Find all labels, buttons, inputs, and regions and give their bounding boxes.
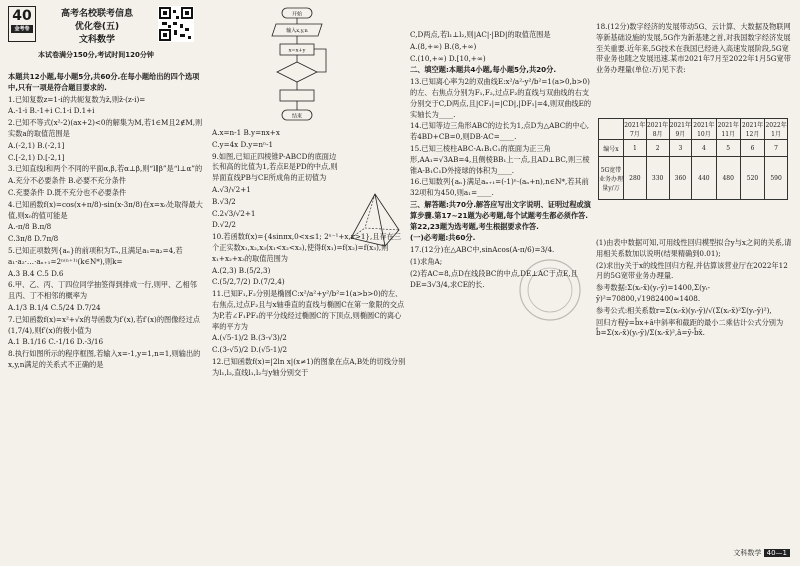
exam-note: 本试卷满分150分,考试时间120分钟 [38, 51, 154, 59]
question-11-options-cd: C.(3-√5)/2 D.(√5-1)/2 [212, 345, 288, 355]
column-2 [212, 128, 408, 380]
question-3-options-ab: A.充分不必要条件 B.必要不充分条件 [8, 176, 126, 186]
question-8-options-ab: A.x=n-1 B.y=nx+x [212, 128, 280, 137]
watermark-stamp-icon [515, 255, 585, 325]
table-row [599, 157, 788, 200]
section-2-instructions: 二、填空题:本题共4小题,每小题5分,共20分. [410, 65, 557, 75]
required-section-label: (一)必考题:共60分. [410, 233, 476, 243]
table-cell: 1 [624, 140, 647, 157]
table-cell: 280 [624, 157, 647, 200]
table-row-label: 5G宽带业务办理量y/万 [599, 157, 624, 200]
question-1-options: A.-1-i B.-1+i C.1-i D.1+i [8, 106, 95, 116]
title-line-3: 文科数学 [78, 35, 115, 45]
question-10-options-cd: C.(5/2,7/2) D.(7/2,4) [212, 277, 285, 287]
table-row-label: 编号x [599, 140, 624, 157]
question-17-part-2: (2)若AC=8,点D在线段BC的中点,DE⊥AC于点E,且DE=3√3/4,求CE的长. [410, 268, 578, 289]
page-footer [733, 548, 790, 558]
question-4-options-ab: A.-π/8 B.π/8 [8, 222, 52, 232]
question-2: 2.已知不等式(x²-2)(ax+2)<0的解集为M,若1∈M且2∉M,则实数a的取值范围是 [8, 118, 203, 138]
reference-formula-r: 参考公式:相关系数r=Σ(xᵢ-x̄)(yᵢ-ȳ)/√(Σ(xᵢ-x̄)²Σ(yᵢ-ȳ)²), [596, 305, 772, 315]
reference-data: 参考数据:Σ(xᵢ-x̄)(yᵢ-ȳ)=1400,Σ(yᵢ-ȳ)²=70800,√1982400≈1408. [596, 283, 710, 303]
data-table [598, 118, 788, 200]
question-15: 15.已知三棱柱ABC-A₁B₁C₁的底面为正三角形,AA₁=√3AB=4,且侧棱BB₁上一点,且AD⊥BC,则三棱锥A-B₁C₁D外接球的体积为____. [410, 143, 590, 175]
question-9-option-b: B.√3/2 [212, 196, 236, 206]
flow-step-label: x=x+y [288, 47, 306, 54]
question-12-options-cd: C.(10,+∞) D.[10,+∞) [410, 53, 486, 63]
question-10-options-ab: A.(2,3) B.(5/2,3) [212, 265, 271, 275]
question-18-part-1: (1)由表中数据可知,可用线性回归模型拟合y与x之间的关系,请用相关系数加以说明(结果精确到0.01); [596, 238, 792, 258]
question-11: 11.已知F₁,F₂分别是椭圆C:x²/a²+y²/b²=1(a>b>0)的左、右焦点,过点F₂且与x轴垂直的直线与椭圆C在第一象限的交点为P,若∠F₁PF₂的平分线经过椭圆C的下顶点,则椭圆C的离心率的平方为 [212, 289, 405, 331]
question-8: 8.执行如图所示的程序框图,若输入x=-1,y=1,n=1,则输出的x,y,n满足的关系式不正确的是 [8, 349, 201, 369]
table-cell: 330 [646, 157, 669, 200]
exam-title [42, 8, 152, 47]
question-12: 12.已知函数f(x)=|2ln x|(x≠1)的图象在点A,B处的切线分别为l₁,l₂,直线l₁,l₂与y轴分别交于 [212, 356, 406, 377]
question-11-options-ab: A.(√5-1)/2 B.(3-√3)/2 [212, 333, 287, 343]
column-4-lower [596, 238, 794, 340]
column-1 [8, 72, 204, 372]
table-header-cell: 2022年1月 [765, 119, 788, 140]
question-2-options-cd: C.[-2,1) D.[-2,1] [8, 152, 65, 162]
question-18: 18.(12分)数字经济的发展带动5G、云计算、大数据及物联网等新基础设施的发展,5G作为新基建之首,对我国数字经济发展至关重要.近年来,5G技术在我国已经进入高速发展阶段,5G宽带业务也随之发展迅速.某市2021年7月至2022年1月5G宽带业务办理量(单位:万)见下表: [596, 22, 791, 75]
table-row [599, 140, 788, 157]
table-cell: 520 [740, 157, 764, 200]
question-7: 7.已知函数f(x)=x²+√x的导函数为f′(x),若f′(x)的图像经过点(1,7/4),则f′(x)的极小值为 [8, 314, 200, 335]
question-6: 6.甲、乙、丙、丁四位同学抽签得到排成一行,则甲、乙相邻且丙、丁不相邻的概率为 [8, 280, 197, 301]
question-5-options: A.3 B.4 C.5 D.6 [8, 268, 64, 278]
question-3: 3.已知直线l和两个不同的平面α,β,若α⊥β,则“l∥β”是“l⊥α”的 [8, 164, 203, 174]
table-cell: 3 [669, 140, 692, 157]
table-row [599, 119, 788, 140]
question-6-options: A.1/3 B.1/4 C.5/24 D.7/24 [8, 302, 101, 312]
badge-number: 40 [12, 8, 32, 24]
question-2-options-ab: A.(-2,1) B.(-2,1] [8, 140, 65, 150]
question-1: 1.已知复数z=1-i的共轭复数为z̄,则z̄·(z-i)= [8, 94, 146, 104]
table-header-cell: 2021年9月 [669, 119, 692, 140]
question-5: 5.已知正项数列{aₙ}的前项积为Tₙ,且满足a₁=a₂=4,若a₁·a₂·…·aₙ₊₁=2ⁿ⁽ⁿ⁺¹⁾(k∈N*),则k= [8, 245, 183, 266]
question-9-option-d: D.√2/2 [212, 220, 236, 230]
footer-subject: 文科数学 [733, 549, 762, 557]
question-7-options: A.1 B.1/16 C.-1/16 D.-3/16 [8, 337, 104, 347]
table-cell: 5 [716, 140, 740, 157]
question-17-part-1: (1)求角A; [410, 256, 443, 266]
badge-subtitle: 金考卷 [11, 25, 33, 33]
table-cell: 2 [646, 140, 669, 157]
pyramid-diagram [345, 190, 405, 250]
table-corner-cell [599, 119, 624, 140]
table-cell: 480 [716, 157, 740, 200]
question-8-options-cd: C.y=4x D.y=nⁿ-1 [212, 139, 274, 149]
question-9-option-a: A.√3/√2+1 [212, 184, 251, 194]
flow-start-label: 开始 [291, 11, 303, 18]
flow-input-label: 输入x,y,n [286, 28, 308, 34]
question-18-part-2: (2)求出y关于x的线性回归方程,并估算该营业厅在2022年12月的5G宽带业务办理量. [596, 260, 788, 281]
table-cell: 440 [692, 157, 716, 200]
table-cell: 6 [740, 140, 764, 157]
question-9: 9.如图,已知正四棱锥P-ABCD的底面边长和高的比值为1,若点E是PD的中点,则异面直线PB与CE所成角的正切值为 [212, 151, 338, 183]
title-line-1: 高考名校联考信息 [60, 9, 133, 19]
question-12-cont: C,D两点,若l₁⊥l₂,则|AC|·|BD|的取值范围是 [410, 30, 551, 39]
section-1-instructions: 本题共12小题,每小题5分,共60分.在每小题给出的四个选项中,只有一项是符合题目要求的. [8, 72, 200, 92]
column-4 [596, 22, 794, 77]
footer-page-number: 40—1 [764, 549, 790, 557]
exam-header [8, 6, 204, 68]
table-header-cell: 2021年8月 [646, 119, 669, 140]
column-3 [410, 30, 594, 291]
question-13: 13.已知离心率为2的双曲线E:x²/a²-y²/b²=1(a>0,b>0)的左、右焦点分别为F₁,F₂,过点F₂的直线与双曲线的右支分别交于C,D两点,且|CF₁|=|CD|,|DF₁|=4,则双曲线E的实轴长为____. [410, 77, 592, 119]
table-header-cell: 2021年10月 [692, 119, 716, 140]
question-14: 14.已知等边三角形ABC的边长为1,点D为△ABC的中心,若4BD+CB=0,则DB·AC=____. [410, 121, 590, 142]
table-cell: 4 [692, 140, 716, 157]
table-header-cell: 2021年7月 [624, 119, 647, 140]
table-header-cell: 2021年12月 [740, 119, 764, 140]
series-badge [8, 6, 36, 42]
question-4-options-cd: C.3π/8 D.7π/8 [8, 234, 59, 244]
section-3-instructions: 三、解答题:共70分.解答应写出文字说明、证明过程或演算步骤.第17~21题为必考题,每个试题考生都必须作答.第22,23题为选考题,考生根据要求作答. [410, 199, 591, 231]
table-header-cell: 2021年11月 [716, 119, 740, 140]
question-16: 16.已知数列{aₙ}满足aₙ₊₁=(-1)ⁿ·(aₙ+n),n∈N*,若其前32项和为450,则a₁=____. [410, 177, 589, 198]
qr-code-icon [158, 6, 194, 42]
table-cell: 7 [765, 140, 788, 157]
question-12-options-ab: A.(8,+∞) B.(8,+∞) [410, 41, 477, 51]
flowchart-diagram [262, 6, 332, 126]
question-9-option-c: C.2√3/√2+1 [212, 208, 256, 218]
reference-formula-regression: 回归方程ŷ=b̂x+â中斜率和截距的最小二乘估计公式分别为b̂=Σ(xᵢ-x̄)(yᵢ-ȳ)/Σ(xᵢ-x̄)²,â=ȳ-b̂x̄. [596, 317, 784, 338]
table-cell: 590 [765, 157, 788, 200]
question-3-options-cd: C.充要条件 D.既不充分也不必要条件 [8, 187, 127, 197]
question-10: 10.若函数f(x)={4sinπx,0<x≤1; 2ˣ⁻¹+x,x>1},且存在三个正实数x₁,x₂,x₃(x₁<x₂<x₃),使得f(x₁)=f(x₂)=f(x₃),则x₁+x₂+x₃的取值范围为 [212, 232, 402, 263]
title-line-2: 优化卷(五) [74, 22, 120, 32]
table-cell: 360 [669, 157, 692, 200]
flow-end-label: 结束 [291, 113, 303, 120]
question-4: 4.已知函数f(x)=cos(x+π/8)-sin(x-3π/8)在x=x₀处取得最大值,则x₀的值可能是 [8, 199, 203, 220]
question-17: 17.(12分)在△ABC中,sinAcos(A-π/6)=3/4. [410, 245, 555, 255]
